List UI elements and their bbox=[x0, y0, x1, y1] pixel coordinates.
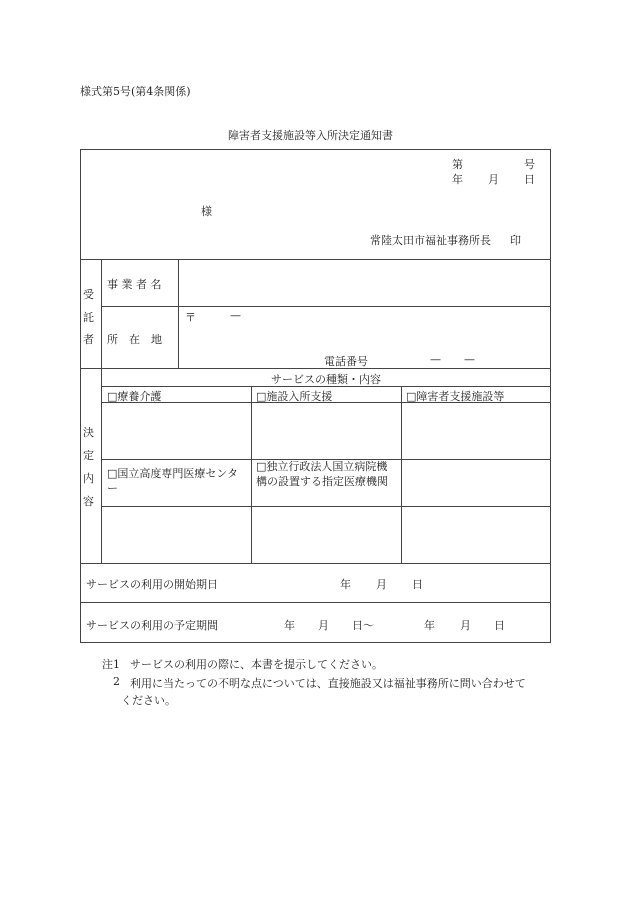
start-year: 年 bbox=[340, 578, 351, 591]
start-day: 日 bbox=[412, 578, 423, 591]
note-1-marker: 注1 bbox=[102, 658, 120, 671]
phone-dash-2: — bbox=[464, 353, 475, 366]
decision-label-3: 内 bbox=[83, 472, 94, 485]
start-date-label: サービスの利用の開始期日 bbox=[86, 578, 218, 591]
option-national-center[interactable]: □国立高度専門医療センター bbox=[107, 467, 238, 495]
period-to-month: 月 bbox=[460, 619, 471, 632]
note-2-text: 利用に当たっての不明な点については、直接施設又は福祉事務所に問い合わせて bbox=[130, 677, 526, 690]
issue-number-suffix: 号 bbox=[524, 158, 535, 171]
contractor-label-2: 託 bbox=[83, 311, 94, 324]
period-from-year: 年 bbox=[284, 619, 295, 632]
option-national-hospital[interactable]: □独立行政法人国立病院機構の設置する指定医療機関 bbox=[256, 460, 388, 488]
address-label: 所 在 地 bbox=[107, 333, 162, 346]
decision-label-4: 容 bbox=[83, 495, 94, 508]
issuing-office: 常陸太田市福祉事務所長 bbox=[370, 234, 491, 247]
form-number: 様式第5号(第4条関係) bbox=[80, 85, 191, 98]
decision-label-1: 決 bbox=[83, 426, 94, 439]
period-to-year: 年 bbox=[424, 619, 435, 632]
issue-month: 月 bbox=[488, 173, 499, 186]
option-facility-support[interactable]: □施設入所支援 bbox=[256, 390, 333, 403]
option-disability-facility[interactable]: □障害者支援施設等 bbox=[406, 390, 505, 403]
phone-dash-1: — bbox=[430, 353, 441, 366]
note-1-text: サービスの利用の際に、本書を提示してください。 bbox=[130, 658, 383, 671]
issue-year: 年 bbox=[452, 173, 463, 186]
period-from-month: 月 bbox=[318, 619, 329, 632]
business-name-label: 事 業 者 名 bbox=[107, 278, 162, 291]
document-title: 障害者支援施設等入所決定通知書 bbox=[228, 129, 393, 142]
issue-day: 日 bbox=[524, 173, 535, 186]
note-2-text-continued: ください。 bbox=[121, 694, 176, 707]
contractor-label-3: 者 bbox=[83, 333, 94, 346]
decision-label-2: 定 bbox=[83, 449, 94, 462]
postal-dash: — bbox=[230, 309, 241, 322]
postal-mark: 〒 bbox=[185, 311, 196, 324]
phone-label: 電話番号 bbox=[324, 355, 368, 368]
note-2-marker: 2 bbox=[113, 675, 120, 688]
seal-mark: 印 bbox=[510, 234, 521, 247]
contractor-label-1: 受 bbox=[83, 288, 94, 301]
period-to-day: 日 bbox=[494, 619, 505, 632]
option-care[interactable]: □療養介護 bbox=[107, 390, 162, 403]
period-label: サービスの利用の予定期間 bbox=[86, 619, 218, 632]
period-from-day: 日～ bbox=[352, 619, 374, 632]
start-month: 月 bbox=[376, 578, 387, 591]
recipient-honorific: 様 bbox=[201, 205, 212, 218]
issue-number-prefix: 第 bbox=[452, 158, 463, 171]
service-type-header: サービスの種類・内容 bbox=[271, 373, 381, 386]
